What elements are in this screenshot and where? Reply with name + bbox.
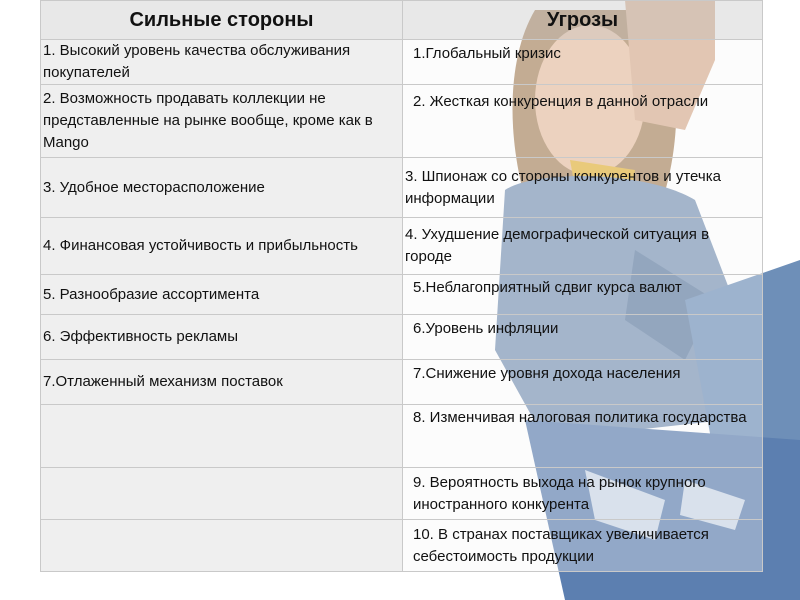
strength-cell: 2. Возможность продавать коллекции не представленные на рынке вообще, кроме как в Mango	[41, 85, 403, 158]
threat-cell	[403, 315, 763, 360]
threat-text: 7.Снижение уровня дохода населения	[413, 365, 681, 382]
strength-cell	[41, 468, 403, 520]
threat-text: 10. В странах поставщиках увеличивается себестоимость продукции	[413, 525, 709, 565]
table-header-row	[41, 1, 763, 40]
table-row	[41, 85, 763, 158]
strength-cell	[41, 520, 403, 572]
threat-cell	[403, 40, 763, 85]
table-row	[41, 315, 763, 360]
strength-cell: 7.Отлаженный механизм поставок	[41, 360, 403, 405]
strength-cell	[41, 405, 403, 468]
table-row	[41, 468, 763, 520]
table-row	[41, 275, 763, 315]
threat-text: 1.Глобальный кризис	[413, 45, 561, 62]
threat-cell	[403, 360, 763, 405]
table-row	[41, 158, 763, 218]
strength-cell: 1. Высокий уровень качества обслуживания покупателей	[41, 40, 403, 85]
threats-header: Угрозы	[403, 1, 763, 40]
table-row	[41, 520, 763, 572]
threat-cell	[403, 158, 763, 218]
table-row	[41, 405, 763, 468]
strength-cell: 6. Эффективность рекламы	[41, 315, 403, 360]
threat-text: 6.Уровень инфляции	[413, 320, 559, 337]
threat-cell	[403, 405, 763, 468]
strength-cell: 4. Финансовая устойчивость и прибыльность	[41, 218, 403, 275]
table-row	[41, 40, 763, 85]
swot-table	[40, 0, 763, 572]
strengths-header: Сильные стороны	[41, 1, 403, 40]
table-row	[41, 218, 763, 275]
threat-text: 4. Ухудшение демографической ситуация в городе	[405, 226, 710, 265]
threat-text: 2. Жесткая конкуренция в данной отрасли	[413, 93, 709, 110]
threat-cell	[403, 85, 763, 158]
strength-cell: 5. Разнообразие ассортимента	[41, 275, 403, 315]
threat-cell	[403, 218, 763, 275]
threat-text: 9. Вероятность выхода на рынок крупного иностранного конкурента	[413, 473, 706, 513]
threat-cell	[403, 275, 763, 315]
threat-cell	[403, 468, 763, 520]
threat-text: 5.Неблагоприятный сдвиг курса валют	[413, 279, 682, 296]
threat-text: 8. Изменчивая налоговая политика государства	[413, 409, 747, 426]
threat-text: 3. Шпионаж со стороны конкурентов и утечка информации	[405, 167, 721, 207]
table-row	[41, 360, 763, 405]
strength-cell: 3. Удобное месторасположение	[41, 158, 403, 218]
threat-cell	[403, 520, 763, 572]
